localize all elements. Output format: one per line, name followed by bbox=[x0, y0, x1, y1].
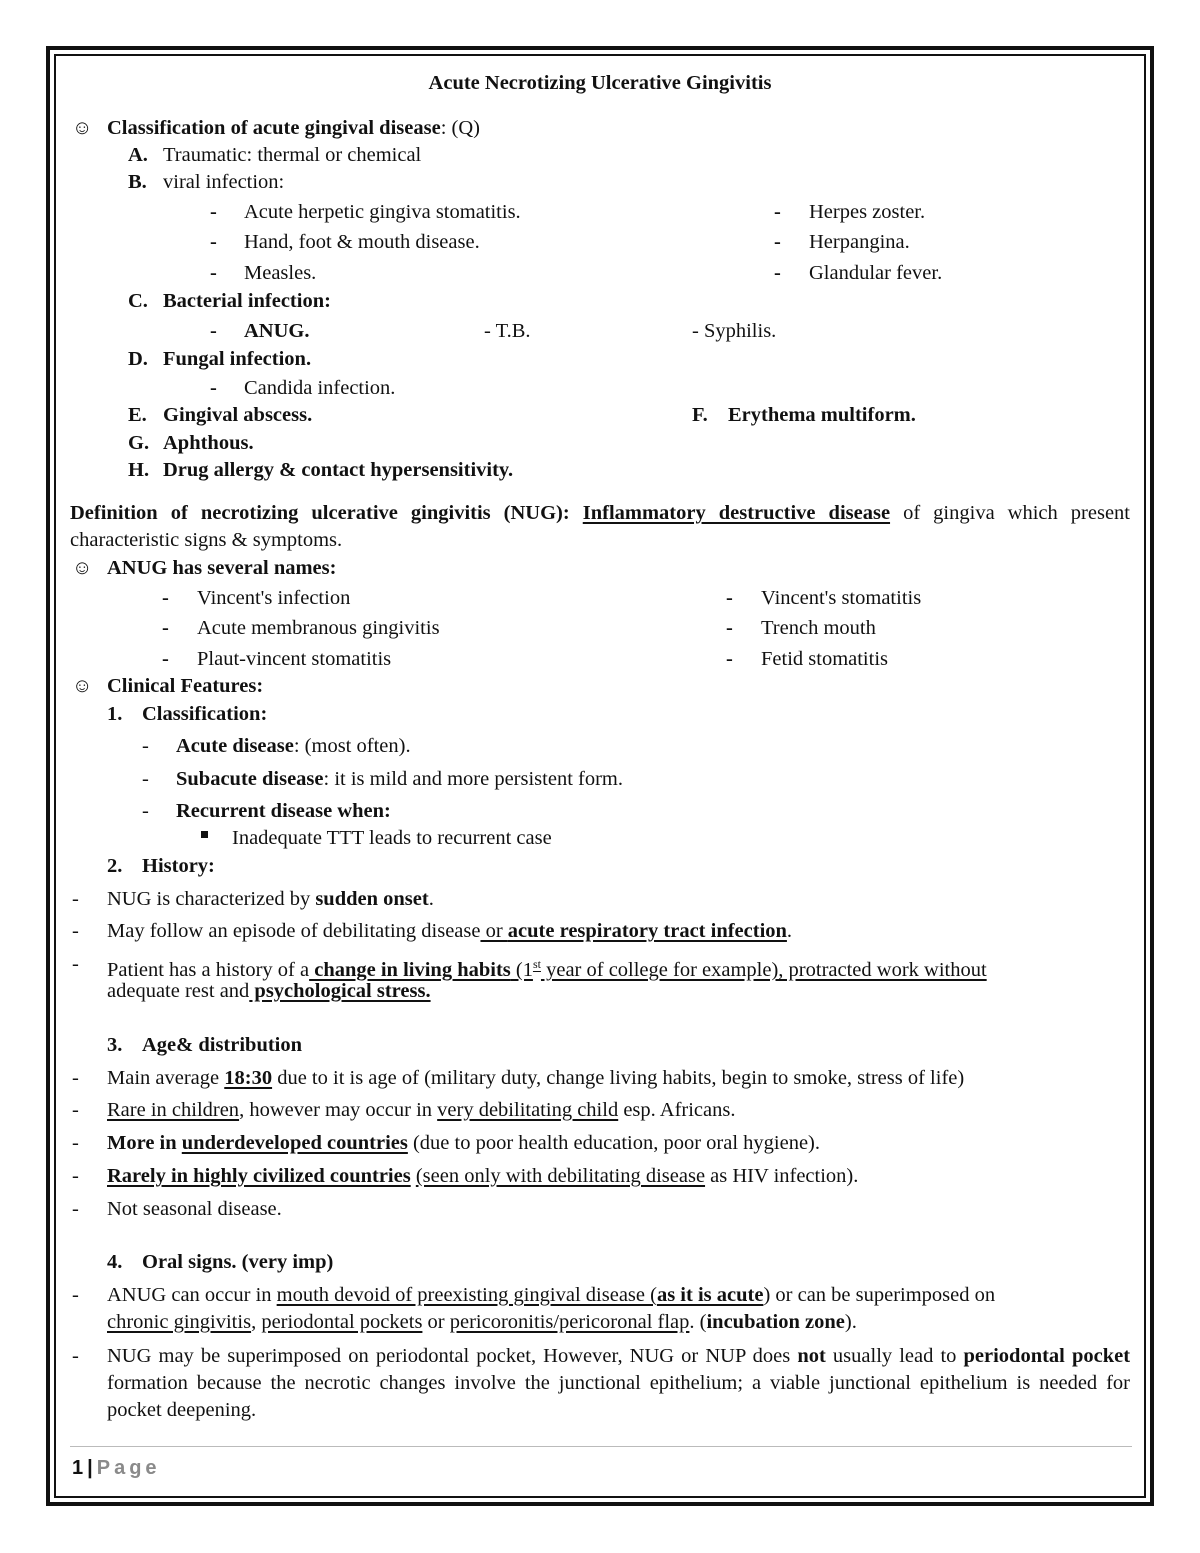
oral-paragraph-2: NUG may be superimposed on periodontal pocket, However, NUG or NUP does not usually lead to periodontal pocket formation because the necrotic changes involve the junctional epithelium; a viable junctional epithelium is needed for pocket deepening. bbox=[107, 1345, 1131, 1421]
item-a-letter: A. bbox=[128, 144, 148, 166]
oral-line-1-cont: chronic gingivitis, periodontal pockets or pericoronitis/pericoronal flap. (incubation zone). bbox=[107, 1311, 857, 1333]
section-1-title: Classification: bbox=[142, 703, 268, 725]
names-heading: ANUG has several names: bbox=[107, 557, 337, 579]
section-3-number: 3. bbox=[107, 1034, 123, 1056]
bacterial-item: ANUG. bbox=[244, 320, 310, 342]
dash-marker: - bbox=[210, 377, 217, 399]
name-item: Acute membranous gingivitis bbox=[197, 617, 440, 639]
dash-marker: - bbox=[210, 201, 217, 223]
dash-marker: - bbox=[72, 920, 79, 942]
dash-marker: - bbox=[72, 1345, 79, 1367]
item-b-letter: B. bbox=[128, 171, 147, 193]
dash-marker: - bbox=[210, 320, 217, 342]
classification-heading: Classification of acute gingival disease: (Q) bbox=[107, 117, 480, 139]
history-line-3-cont: adequate rest and psychological stress. bbox=[107, 980, 431, 1002]
dash-marker: - bbox=[726, 648, 733, 670]
item-e-text: Gingival abscess. bbox=[163, 404, 313, 426]
name-item: Plaut-vincent stomatitis bbox=[197, 648, 392, 670]
smiley-bullet-icon: ☺ bbox=[72, 117, 93, 139]
name-item: Fetid stomatitis bbox=[761, 648, 888, 670]
section-4-number: 4. bbox=[107, 1251, 123, 1273]
dash-marker: - bbox=[210, 262, 217, 284]
name-item: Vincent's stomatitis bbox=[761, 587, 922, 609]
viral-item: Herpangina. bbox=[809, 231, 910, 253]
oral-line-1: ANUG can occur in mouth devoid of preexisting gingival disease (as it is acute) or can be superimposed on bbox=[107, 1284, 996, 1306]
dash-marker: - bbox=[72, 953, 79, 975]
item-c-letter: C. bbox=[128, 290, 148, 312]
dash-marker: - bbox=[726, 587, 733, 609]
age-line-1: Main average 18:30 due to it is age of (military duty, change living habits, begin to smoke, stress of life) bbox=[107, 1067, 965, 1089]
dash-marker: - bbox=[162, 648, 169, 670]
age-line-5: Not seasonal disease. bbox=[107, 1198, 282, 1220]
dash-marker: - bbox=[142, 768, 149, 790]
item-d-letter: D. bbox=[128, 348, 148, 370]
section-1-number: 1. bbox=[107, 703, 123, 725]
definition-paragraph: Definition of necrotizing ulcerative gingivitis (NUG): Inflammatory destructive disease of gingiva which present characteristic signs & symptoms. bbox=[70, 502, 1131, 551]
clinical-heading: Clinical Features: bbox=[107, 675, 264, 697]
item-f-text: Erythema multiform. bbox=[728, 404, 916, 426]
age-line-3: More in underdeveloped countries (due to poor health education, poor oral hygiene). bbox=[107, 1132, 821, 1154]
footer-divider bbox=[70, 1446, 1132, 1447]
dash-marker: - bbox=[162, 587, 169, 609]
page-label: Page bbox=[96, 1457, 161, 1479]
dash-marker: - bbox=[142, 800, 149, 822]
dash-marker: - bbox=[726, 617, 733, 639]
item-e-letter: E. bbox=[128, 404, 147, 426]
item-f-letter: F. bbox=[692, 404, 708, 426]
history-line-1: NUG is characterized by sudden onset. bbox=[107, 888, 434, 910]
item-b-text: viral infection: bbox=[163, 171, 285, 193]
dash-marker: - bbox=[774, 201, 781, 223]
dash-marker: - bbox=[72, 1198, 79, 1220]
age-line-2: Rare in children, however may occur in very debilitating child esp. Africans. bbox=[107, 1099, 736, 1121]
bacterial-item: - T.B. bbox=[484, 320, 531, 342]
viral-item: Herpes zoster. bbox=[809, 201, 926, 223]
item-c-text: Bacterial infection: bbox=[163, 290, 331, 312]
history-line-3: Patient has a history of a change in living habits (1st year of college for example), protracted work without bbox=[107, 957, 987, 981]
item-g-text: Aphthous. bbox=[163, 432, 254, 454]
dash-marker: - bbox=[72, 1067, 79, 1089]
fungal-item: Candida infection. bbox=[244, 377, 396, 399]
bacterial-item: - Syphilis. bbox=[692, 320, 777, 342]
dash-marker: - bbox=[72, 1099, 79, 1121]
age-line-4: Rarely in highly civilized countries (seen only with debilitating disease as HIV infection). bbox=[107, 1165, 859, 1187]
history-line-2: May follow an episode of debilitating disease or acute respiratory tract infection. bbox=[107, 920, 793, 942]
section-3-title: Age& distribution bbox=[142, 1034, 303, 1056]
page-footer bbox=[72, 1455, 161, 1481]
page-number: 1 bbox=[72, 1457, 84, 1479]
dash-marker: - bbox=[72, 1132, 79, 1154]
smiley-bullet-icon: ☺ bbox=[72, 557, 93, 579]
dash-marker: - bbox=[142, 735, 149, 757]
viral-item: Hand, foot & mouth disease. bbox=[244, 231, 480, 253]
item-d-text: Fungal infection. bbox=[163, 348, 312, 370]
subacute-disease-line: Subacute disease: it is mild and more persistent form. bbox=[176, 768, 623, 790]
recurrent-disease-line: Recurrent disease when: bbox=[176, 800, 391, 822]
dash-marker: - bbox=[72, 888, 79, 910]
square-bullet-icon bbox=[201, 831, 208, 838]
name-item: Trench mouth bbox=[761, 617, 876, 639]
section-4-title: Oral signs. (very imp) bbox=[142, 1251, 334, 1273]
dash-marker: - bbox=[774, 262, 781, 284]
dash-marker: - bbox=[72, 1165, 79, 1187]
smiley-bullet-icon: ☺ bbox=[72, 675, 93, 697]
document-title: Acute Necrotizing Ulcerative Gingivitis bbox=[428, 72, 772, 94]
dash-marker: - bbox=[774, 231, 781, 253]
item-g-letter: G. bbox=[128, 432, 150, 454]
item-a-text: Traumatic: thermal or chemical bbox=[163, 144, 422, 166]
section-2-number: 2. bbox=[107, 855, 123, 877]
dash-marker: - bbox=[210, 231, 217, 253]
dash-marker: - bbox=[72, 1284, 79, 1306]
viral-item: Glandular fever. bbox=[809, 262, 943, 284]
dash-marker: - bbox=[162, 617, 169, 639]
section-2-title: History: bbox=[142, 855, 215, 877]
item-h-letter: H. bbox=[128, 459, 150, 481]
footer-separator: | bbox=[87, 1457, 93, 1479]
item-h-text: Drug allergy & contact hypersensitivity. bbox=[163, 459, 514, 481]
viral-item: Acute herpetic gingiva stomatitis. bbox=[244, 201, 521, 223]
acute-disease-line: Acute disease: (most often). bbox=[176, 735, 411, 757]
viral-item: Measles. bbox=[244, 262, 317, 284]
recurrent-item: Inadequate TTT leads to recurrent case bbox=[232, 827, 552, 849]
name-item: Vincent's infection bbox=[197, 587, 351, 609]
